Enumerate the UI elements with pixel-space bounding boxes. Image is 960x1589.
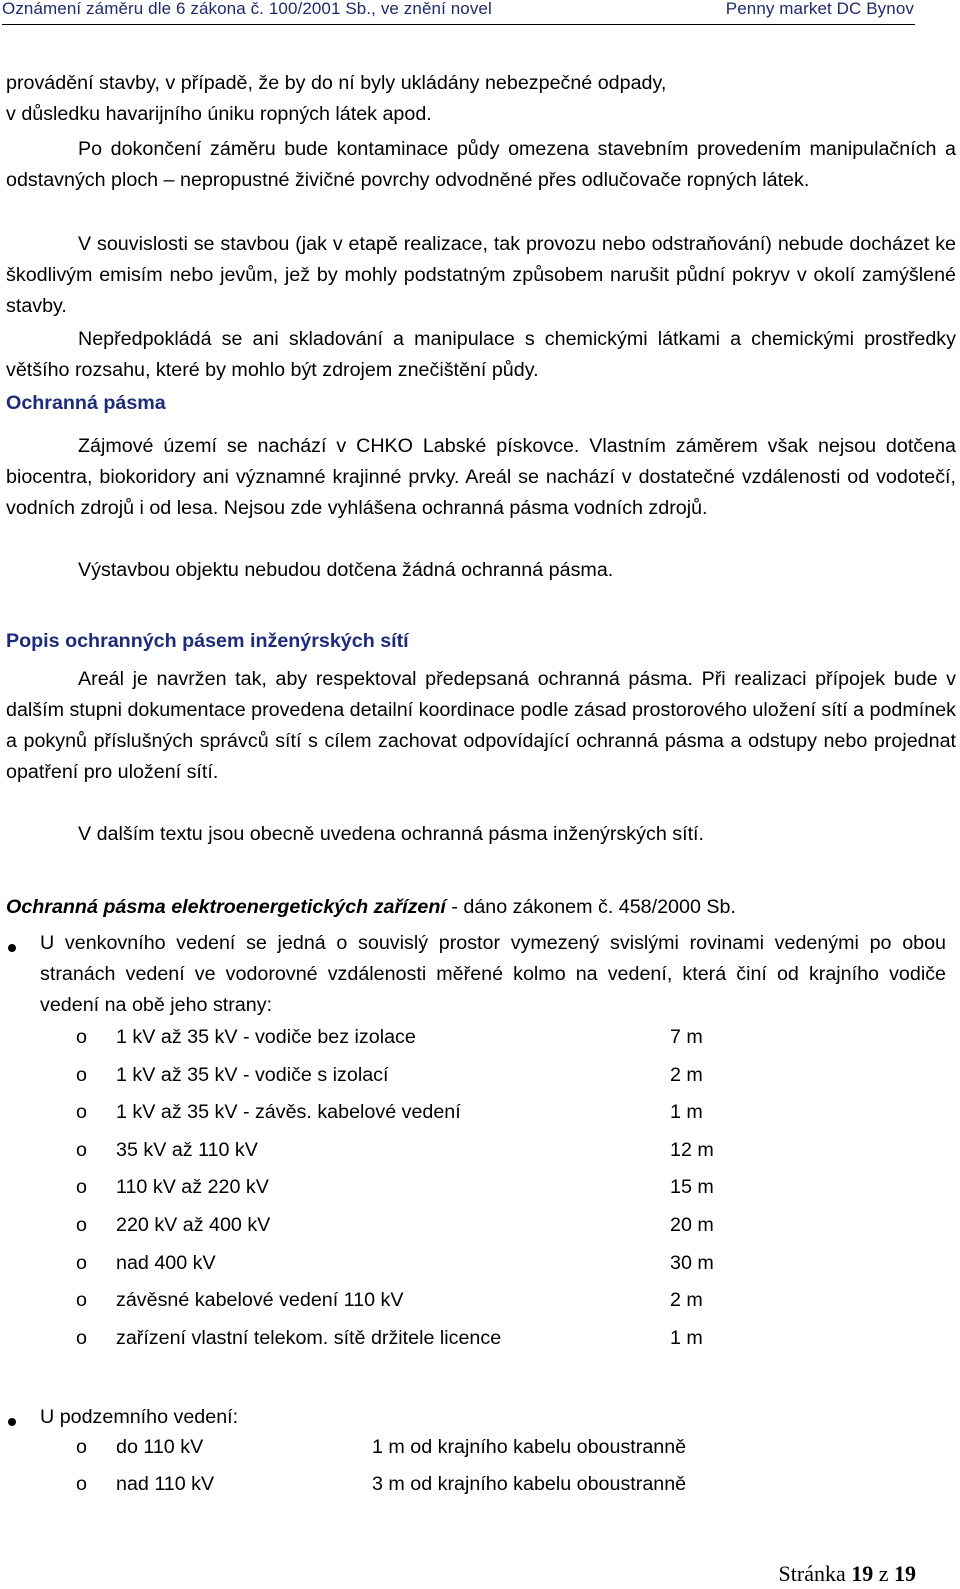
list-item-label: 1 kV až 35 kV - vodiče s izolací xyxy=(116,1063,389,1086)
list-item-value: 12 m xyxy=(670,1138,714,1161)
section-title-suffix: - dáno zákonem č. 458/2000 Sb. xyxy=(445,896,736,918)
list-bullet-marker: o xyxy=(76,1473,87,1495)
list-item-value: 30 m xyxy=(670,1251,714,1274)
list-bullet-marker: o xyxy=(76,1101,87,1124)
list-item-label: 110 kV až 220 kV xyxy=(116,1176,269,1199)
list-item-value: 3 m od krajního kabelu oboustranně xyxy=(372,1473,687,1495)
list-item-value: 20 m xyxy=(670,1214,714,1236)
paragraph xyxy=(6,664,956,788)
paragraph-text: Po dokončení záměru bude kontaminace půdy omezena stavebním provedením manipulačních a odstavných ploch – nepropustné živičné povrchy odvodněné přes odlučovače ropných látek. xyxy=(6,138,956,191)
list-item-label: 1 kV až 35 kV - závěs. kabelové vedení xyxy=(116,1101,461,1124)
paragraph-text: Výstavbou objektu nebudou dotčena žádná ochranná pásma. xyxy=(78,559,614,581)
header-document-title: Oznámení záměru dle 6 zákona č. 100/2001 Sb., ve znění novel xyxy=(2,0,492,18)
list-item-label: 35 kV až 110 kV xyxy=(116,1138,258,1161)
paragraph-line: provádění stavby, v případě, že by do ní byly ukládány nebezpečné odpady, xyxy=(6,72,667,94)
list-bullet-marker: o xyxy=(76,1026,87,1048)
paragraph xyxy=(6,229,956,322)
page-number xyxy=(779,1561,916,1587)
list-bullet-marker: o xyxy=(76,1436,87,1458)
paragraph-text: Areál je navržen tak, aby respektoval předepsaná ochranná pásma. Při realizaci přípojek bude v dalším stupni dokumentace provedena detailní koordinace podle zásad prostorového uložení sítí a podmínek a pokynů příslušných správců sítí s cílem zachovat odpovídající ochranná pásma a odstupy nebo projednat opatření pro uložení sítí. xyxy=(6,668,956,783)
bullet-icon xyxy=(8,1418,16,1426)
paragraph xyxy=(6,324,956,386)
list-item-label: do 110 kV xyxy=(116,1436,204,1458)
header-project-name: Penny market DC Bynov xyxy=(725,0,914,18)
paragraph-text: Nepředpokládá se ani skladování a manipulace s chemickými látkami a chemickými prostředky většího rozsahu, které by mohlo být zdrojem znečištění půdy. xyxy=(6,328,956,381)
paragraph-line: v důsledku havarijního úniku ropných látek apod. xyxy=(6,103,432,125)
list-bullet-marker: o xyxy=(76,1176,87,1199)
list-bullet-marker: o xyxy=(76,1251,87,1274)
list-item-label: zařízení vlastní telekom. sítě držitele licence xyxy=(116,1326,502,1349)
list-bullet-marker: o xyxy=(76,1138,87,1161)
list-item-value: 7 m xyxy=(670,1026,703,1048)
header-rule xyxy=(2,24,915,25)
list-bullet-marker: o xyxy=(76,1214,87,1236)
page-header xyxy=(0,0,960,22)
paragraph xyxy=(6,134,956,196)
list-item-value: 2 m xyxy=(670,1289,703,1312)
bullet-paragraph: U podzemního vedení: xyxy=(40,1406,239,1428)
bullet-paragraph xyxy=(40,928,946,1021)
section-title: Popis ochranných pásem inženýrských sítí xyxy=(6,630,409,652)
list-item-value: 1 m xyxy=(670,1101,703,1124)
page-of: z xyxy=(878,1561,889,1586)
list-item-value: 15 m xyxy=(670,1176,714,1199)
paragraph-text: V souvislosti se stavbou (jak v etapě realizace, tak provozu nebo odstraňování) nebude docházet ke škodlivým emisím nebo jevům, jež by mohly podstatným způsobem narušit půdní pokryv v okolí zamýšlené stavby. xyxy=(6,233,956,317)
paragraph-text: Zájmové území se nachází v CHKO Labské pískovce. Vlastním záměrem však nejsou dotčena biocentra, biokoridory ani významné krajinné prvky. Areál se nachází v dostatečné vzdálenosti od vodotečí, vodních zdrojů i od lesa. Nejsou zde vyhlášena ochranná pásma vodních zdrojů. xyxy=(6,435,956,519)
list-item-label: 220 kV až 400 kV xyxy=(116,1214,271,1236)
list-bullet-marker: o xyxy=(76,1063,87,1086)
bullet-icon xyxy=(8,944,16,952)
list-bullet-marker: o xyxy=(76,1289,87,1312)
page-label: Stránka xyxy=(778,1561,846,1586)
list-item-value: 1 m xyxy=(670,1326,703,1349)
paragraph xyxy=(6,431,956,524)
section-title-emphasis: Ochranná pásma elektroenergetických zařízení xyxy=(6,896,446,918)
current-page: 19 xyxy=(851,1561,874,1586)
total-pages: 19 xyxy=(894,1561,916,1586)
list-item-label: nad 400 kV xyxy=(116,1251,216,1274)
list-item-label: závěsné kabelové vedení 110 kV xyxy=(116,1289,404,1312)
list-item-label: 1 kV až 35 kV - vodiče bez izolace xyxy=(116,1026,416,1048)
paragraph-text: V dalším textu jsou obecně uvedena ochranná pásma inženýrských sítí. xyxy=(78,823,704,845)
paragraph-text: U venkovního vedení se jedná o souvislý prostor vymezený svislými rovinami vedenými po obou stranách vedení ve vodorovné vzdálenosti měřené kolmo na vedení, která činí od krajního vodiče vedení na obě jeho strany: xyxy=(40,932,946,1016)
section-title: Ochranná pásma xyxy=(6,392,166,414)
list-bullet-marker: o xyxy=(76,1326,87,1349)
list-item-value: 2 m xyxy=(670,1063,703,1086)
section-heading xyxy=(6,892,736,923)
list-item-label: nad 110 kV xyxy=(116,1473,215,1495)
list-item-value: 1 m od krajního kabelu oboustranně xyxy=(372,1436,687,1458)
